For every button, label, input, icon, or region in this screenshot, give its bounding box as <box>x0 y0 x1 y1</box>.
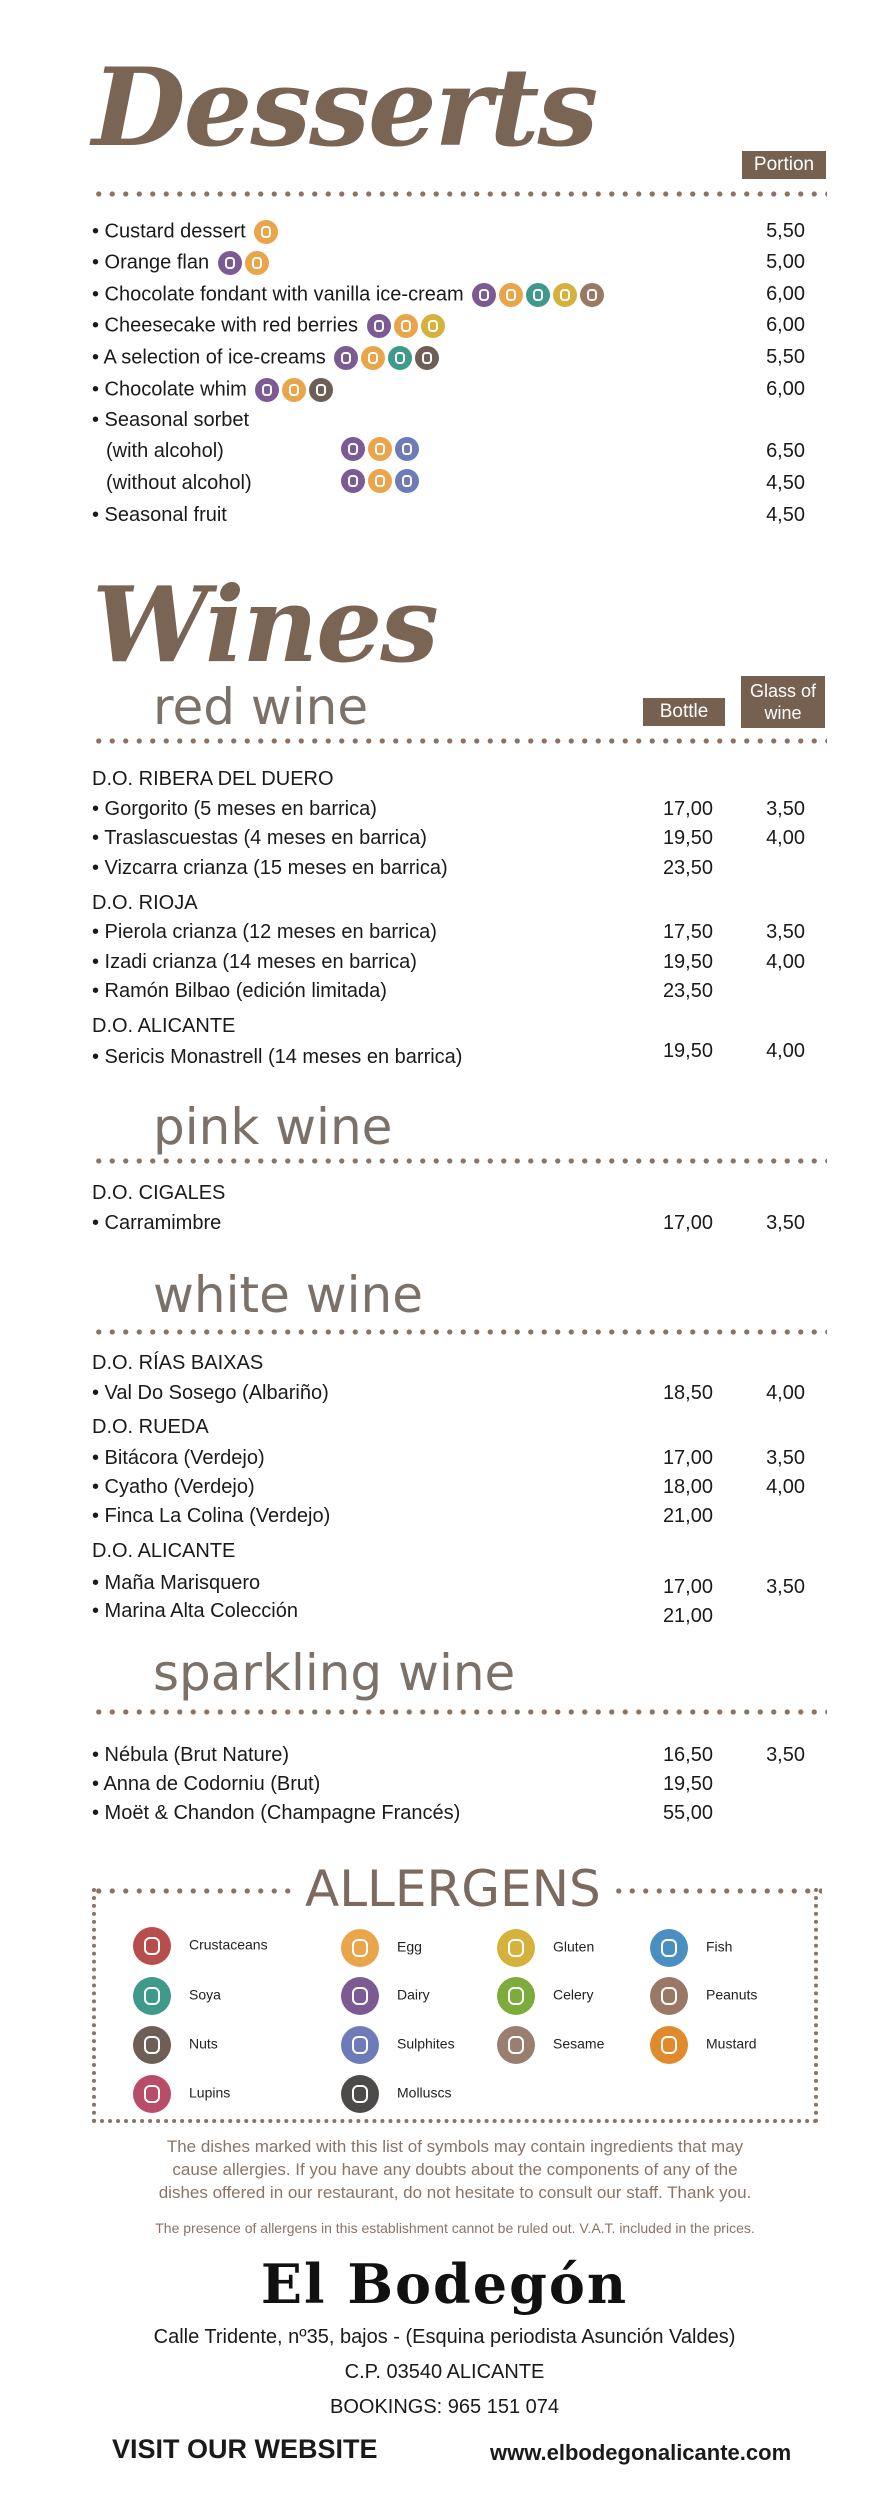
dessert-price: 6,00 <box>766 283 805 305</box>
crustaceans-icon <box>133 1927 171 1965</box>
peanuts-icon <box>580 283 604 307</box>
white-wine-divider <box>92 1329 827 1335</box>
glass-price: 4,00 <box>766 951 805 973</box>
address: Calle Tridente, nº35, bajos - (Esquina periodista Asunción Valdes) <box>153 2326 736 2348</box>
website-link[interactable]: www.elbodegonalicante.com <box>490 2440 792 2465</box>
postal-code: C.P. 03540 ALICANTE <box>344 2361 545 2383</box>
wines-title: Wines <box>92 563 437 686</box>
red-wine-title: red wine <box>153 678 369 736</box>
dessert-price: 5,50 <box>766 346 805 368</box>
molluscs-icon <box>341 2075 379 2113</box>
wine-item: • Traslascuestas (4 meses en barrica) <box>92 827 427 849</box>
soya-icon <box>133 1977 171 2015</box>
fish-icon <box>650 1929 688 1967</box>
bottle-price: 16,50 <box>662 1744 713 1766</box>
wine-item: • Cyatho (Verdejo) <box>92 1476 255 1498</box>
dairy-icon <box>341 469 365 493</box>
mustard-icon <box>650 2026 688 2064</box>
gluten-icon <box>421 314 445 338</box>
bottle-price: 19,50 <box>662 1773 713 1795</box>
allergen-note-3: dishes offered in our restaurant, do not hesitate to consult our staff. Thank you. <box>158 2183 752 2202</box>
dairy-icon <box>218 251 242 275</box>
dessert-item: • Custard dessert <box>92 220 278 244</box>
glass-price: 4,00 <box>766 1476 805 1498</box>
sulphites-icon <box>341 2026 379 2064</box>
egg-icon <box>368 437 392 461</box>
wine-item: • Gorgorito (5 meses en barrica) <box>92 798 377 820</box>
allergen-dairy: Dairy <box>341 1977 430 2015</box>
allergen-celery: Celery <box>497 1977 593 2015</box>
allergen-egg: Egg <box>341 1929 422 1967</box>
dessert-item: • Cheesecake with red berries <box>92 314 445 338</box>
dairy-icon <box>472 283 496 307</box>
egg-icon <box>394 314 418 338</box>
pink-wine-divider <box>92 1158 827 1164</box>
bottle-price: 55,00 <box>662 1802 713 1824</box>
bottle-price: 18,50 <box>662 1382 713 1404</box>
soya-icon <box>388 346 412 370</box>
celery-icon <box>497 1977 535 2015</box>
glass-price: 3,50 <box>766 798 805 820</box>
egg-icon <box>499 283 523 307</box>
allergen-nuts: Nuts <box>133 2026 218 2064</box>
dessert-item: • Seasonal fruit <box>92 504 227 526</box>
bottle-price: 21,00 <box>662 1505 713 1527</box>
dessert-item: (without alcohol) <box>106 472 252 494</box>
dessert-price: 6,00 <box>766 314 805 336</box>
dairy-icon <box>367 314 391 338</box>
wine-item: • Anna de Codorniu (Brut) <box>92 1773 321 1795</box>
egg-icon <box>254 220 278 244</box>
dessert-item: • Seasonal sorbet <box>92 409 250 431</box>
wine-item: • Bitácora (Verdejo) <box>92 1447 265 1469</box>
wine-item: • Izadi crianza (14 meses en barrica) <box>92 951 417 973</box>
glass-price: 4,00 <box>766 1382 805 1404</box>
soya-icon <box>526 283 550 307</box>
region-heading: D.O. CIGALES <box>92 1182 226 1204</box>
wine-item: • Marina Alta Colección <box>92 1600 298 1622</box>
nuts-icon <box>415 346 439 370</box>
dairy-icon <box>334 346 358 370</box>
bottle-header: Bottle <box>643 698 725 726</box>
allergen-mustard: Mustard <box>650 2026 757 2064</box>
sorbet-alcohol-icons <box>338 437 419 461</box>
sparkling-wine-title: sparkling wine <box>153 1644 516 1702</box>
nuts-icon <box>309 378 333 402</box>
visit-website-label: VISIT OUR WEBSITE <box>112 2434 378 2464</box>
wine-item: • Nébula (Brut Nature) <box>92 1744 290 1766</box>
glass-price: 4,00 <box>766 1040 805 1062</box>
allergen-lupins: Lupins <box>133 2075 230 2113</box>
glass-price: 3,50 <box>766 1447 805 1469</box>
bottle-price: 23,50 <box>662 857 713 879</box>
dessert-item: (with alcohol) <box>106 440 224 462</box>
region-heading: D.O. RIOJA <box>92 892 198 914</box>
sesame-icon <box>497 2026 535 2064</box>
egg-icon <box>361 346 385 370</box>
wine-item: • Ramón Bilbao (edición limitada) <box>92 980 387 1002</box>
bottle-price: 17,00 <box>662 1212 713 1234</box>
allergen-peanuts: Peanuts <box>650 1977 757 2015</box>
allergen-note-2: cause allergies. If you have any doubts about the components of any of the <box>172 2160 738 2179</box>
bookings-phone: BOOKINGS: 965 151 074 <box>329 2396 560 2418</box>
region-heading: D.O. RÍAS BAIXAS <box>92 1352 264 1374</box>
brand-logo: El Bodegón <box>260 2252 629 2316</box>
wine-item: • Pierola crianza (12 meses en barrica) <box>92 921 437 943</box>
dessert-price: 4,50 <box>766 504 805 526</box>
dessert-price: 6,00 <box>766 378 805 400</box>
gluten-icon <box>553 283 577 307</box>
dairy-icon <box>255 378 279 402</box>
dessert-price: 5,00 <box>766 251 805 273</box>
dessert-price: 4,50 <box>766 472 805 494</box>
bottle-price: 21,00 <box>662 1605 713 1627</box>
allergen-note-1: The dishes marked with this list of symbols may contain ingredients that may <box>166 2137 744 2156</box>
desserts-divider <box>92 191 827 197</box>
dessert-item: • Orange flan <box>92 251 269 275</box>
bottle-price: 19,50 <box>662 951 713 973</box>
nuts-icon <box>133 2026 171 2064</box>
lupins-icon <box>133 2075 171 2113</box>
pink-wine-title: pink wine <box>153 1098 393 1156</box>
glass-price: 3,50 <box>766 1744 805 1766</box>
allergen-crustaceans: Crustaceans <box>133 1927 268 1965</box>
egg-icon <box>282 378 306 402</box>
wine-item: • Finca La Colina (Verdejo) <box>92 1505 331 1527</box>
egg-icon <box>368 469 392 493</box>
egg-icon <box>245 251 269 275</box>
allergen-fish: Fish <box>650 1929 732 1967</box>
dessert-item: • Chocolate fondant with vanilla ice-cream <box>92 283 604 307</box>
sulphites-icon <box>395 437 419 461</box>
sorbet-no-alcohol-icons <box>338 469 419 493</box>
sparkling-wine-divider <box>92 1709 827 1715</box>
region-heading: D.O. RIBERA DEL DUERO <box>92 768 334 790</box>
egg-icon <box>341 1929 379 1967</box>
wine-item: • Sericis Monastrell (14 meses en barrica) <box>92 1046 463 1068</box>
wine-item: • Maña Marisquero <box>92 1572 261 1594</box>
glass-price: 3,50 <box>766 1576 805 1598</box>
dessert-item: • Chocolate whim <box>92 378 333 402</box>
white-wine-title: white wine <box>153 1266 423 1324</box>
dairy-icon <box>341 437 365 461</box>
dessert-price: 5,50 <box>766 220 805 242</box>
allergen-soya: Soya <box>133 1977 221 2015</box>
desserts-title: Desserts <box>92 45 597 171</box>
peanuts-icon <box>650 1977 688 2015</box>
bottle-price: 19,50 <box>662 1040 713 1062</box>
bottle-price: 17,00 <box>662 1447 713 1469</box>
sulphites-icon <box>395 469 419 493</box>
bottle-price: 17,50 <box>662 921 713 943</box>
allergens-title: ALLERGENS <box>305 1860 601 1918</box>
allergen-note-small: The presence of allergens in this establishment cannot be ruled out. V.A.T. included in the prices. <box>155 2220 755 2236</box>
red-wine-divider <box>92 738 827 744</box>
glass-price: 4,00 <box>766 827 805 849</box>
wine-item: • Val Do Sosego (Albariño) <box>92 1382 329 1404</box>
glass-price: 3,50 <box>766 921 805 943</box>
bottle-price: 19,50 <box>662 827 713 849</box>
gluten-icon <box>497 1929 535 1967</box>
wine-item: • Vizcarra crianza (15 meses en barrica) <box>92 857 448 879</box>
dairy-icon <box>341 1977 379 2015</box>
bottle-price: 18,00 <box>662 1476 713 1498</box>
bottle-price: 17,00 <box>662 1576 713 1598</box>
wine-item: • Carramimbre <box>92 1212 222 1234</box>
region-heading: D.O. RUEDA <box>92 1416 209 1438</box>
allergen-sulphites: Sulphites <box>341 2026 455 2064</box>
dessert-price: 6,50 <box>766 440 805 462</box>
bottle-price: 17,00 <box>662 798 713 820</box>
allergen-sesame: Sesame <box>497 2026 604 2064</box>
bottle-price: 23,50 <box>662 980 713 1002</box>
wine-item: • Moët & Chandon (Champagne Francés) <box>92 1802 461 1824</box>
allergen-molluscs: Molluscs <box>341 2075 451 2113</box>
glass-header: Glass of wine <box>741 676 825 728</box>
region-heading: D.O. ALICANTE <box>92 1015 236 1037</box>
region-heading: D.O. ALICANTE <box>92 1540 236 1562</box>
portion-header: Portion <box>742 151 826 179</box>
allergen-gluten: Gluten <box>497 1929 594 1967</box>
glass-price: 3,50 <box>766 1212 805 1234</box>
dessert-item: • A selection of ice-creams <box>92 346 439 370</box>
